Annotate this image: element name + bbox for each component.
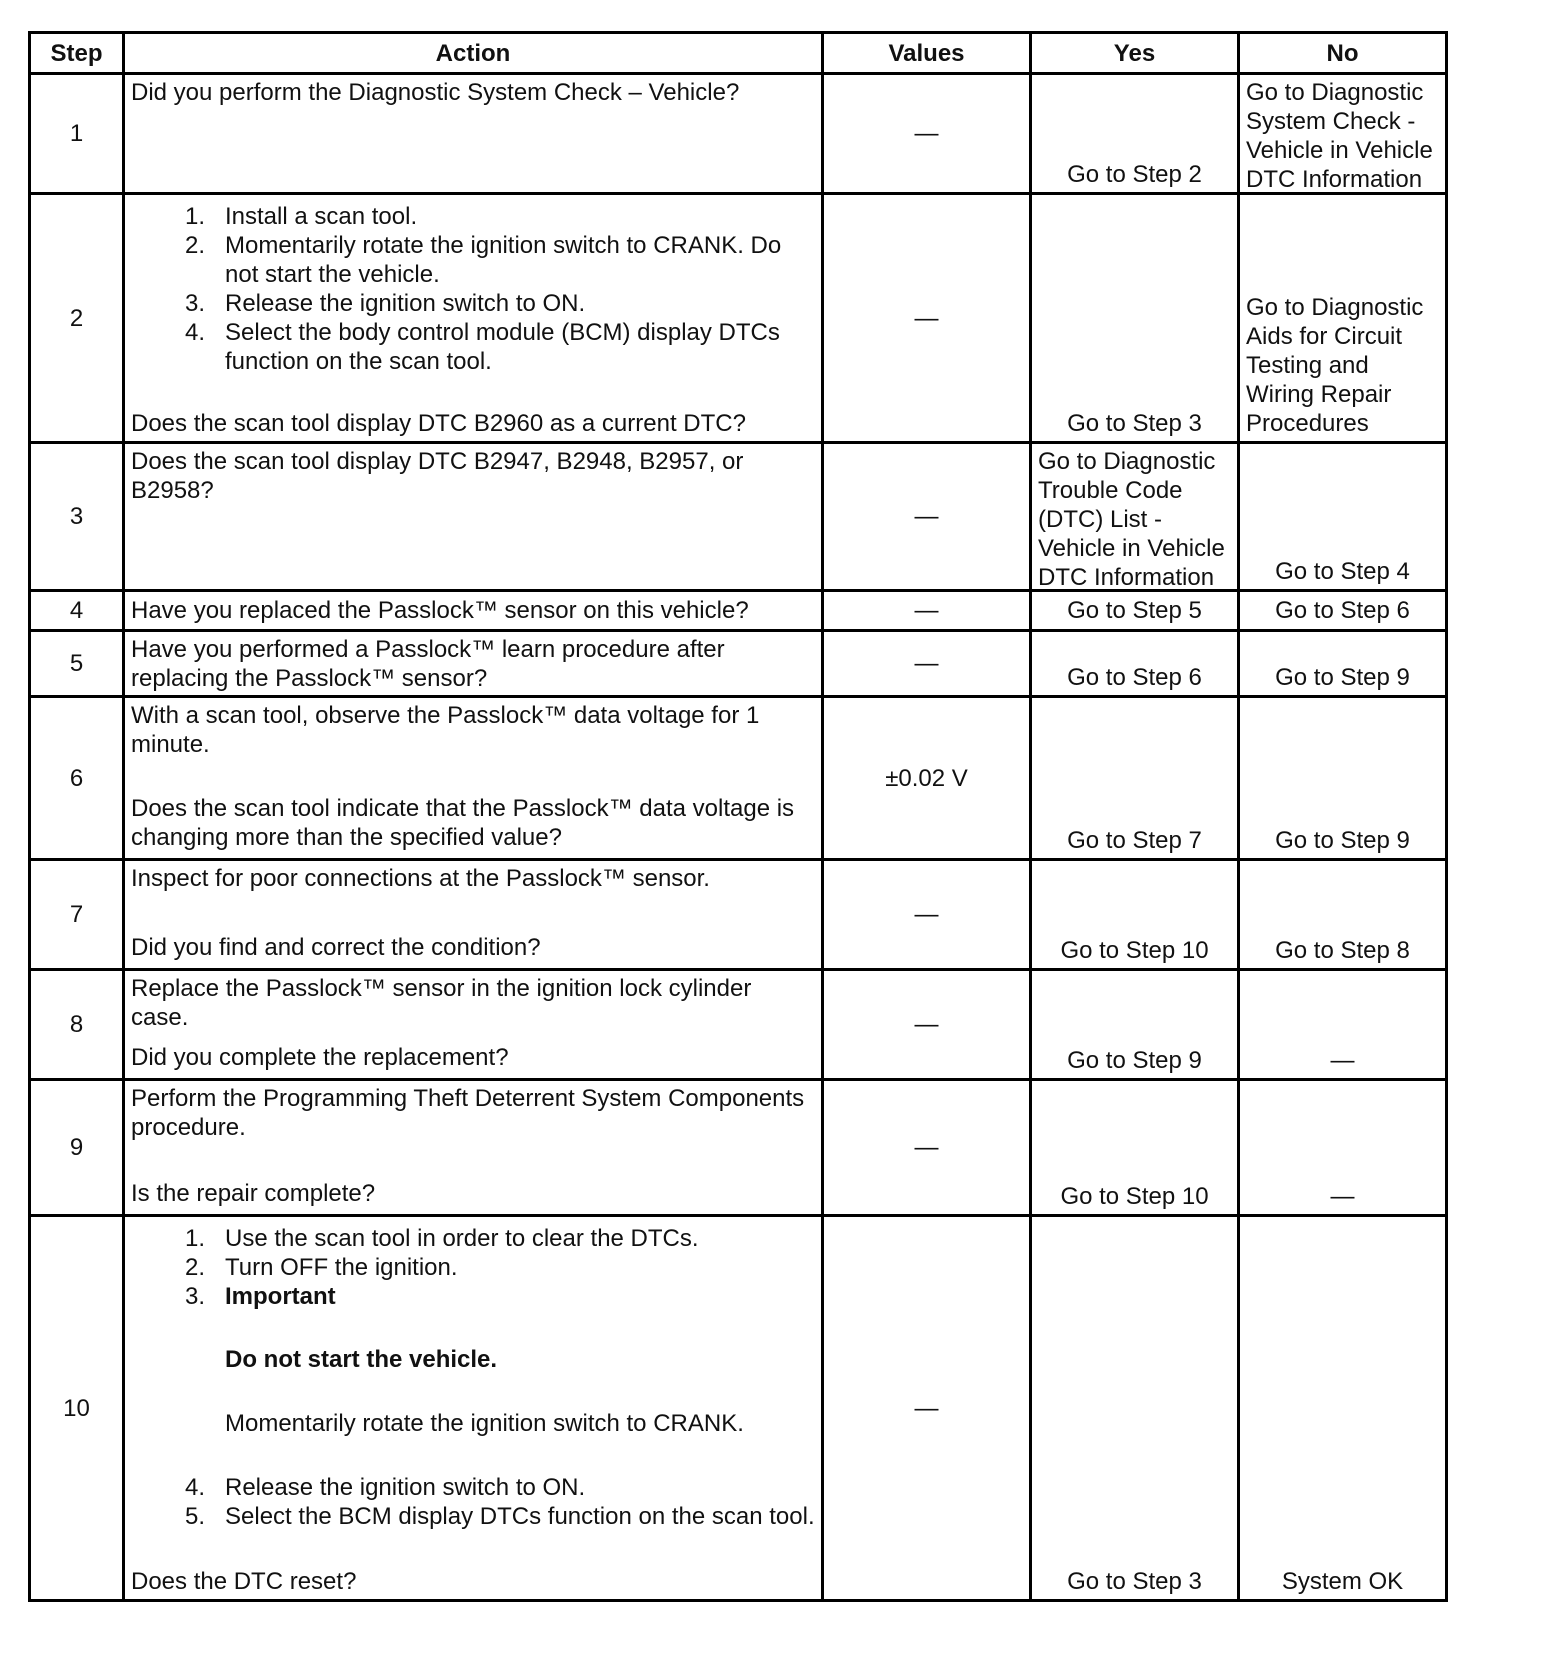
- list-item: 4. Release the ignition switch to ON.: [184, 1474, 586, 1501]
- action-text: Replace the Passlock™ sensor in the ignition lock cylinder case.: [131, 975, 752, 1031]
- no-cell: [1239, 591, 1447, 631]
- no-cell: [1239, 194, 1447, 443]
- step-number: 1: [30, 74, 124, 194]
- header-no: No: [1239, 33, 1447, 74]
- action-text: Have you performed a Passlock™ learn procedure after replacing the Passlock™ sensor?: [131, 636, 725, 692]
- header-row: [30, 33, 1447, 74]
- table-row: [30, 697, 1447, 860]
- action-text: Inspect for poor connections at the Passlock™ sensor.: [131, 865, 710, 892]
- action-question: Is the repair complete?: [131, 1180, 376, 1207]
- table-row: [30, 1080, 1447, 1216]
- value-cell: —: [823, 860, 1031, 970]
- yes-text: Go to Step 2: [1067, 161, 1202, 188]
- action-question: Does the scan tool display DTC B2960 as a current DTC?: [131, 410, 746, 437]
- header-action: Action: [124, 33, 823, 74]
- list-item: 3. Release the ignition switch to ON.: [184, 290, 586, 317]
- yes-text: Go to Step 6: [1067, 664, 1202, 691]
- no-text: Go to Step 8: [1275, 937, 1410, 964]
- no-cell: [1239, 697, 1447, 860]
- value-cell: —: [823, 970, 1031, 1080]
- yes-cell: [1031, 860, 1239, 970]
- value-cell: —: [823, 443, 1031, 591]
- action-cell: [124, 631, 823, 697]
- yes-cell: [1031, 1080, 1239, 1216]
- no-cell: [1239, 1216, 1447, 1601]
- no-text: Go to Diagnostic System Check - Vehicle in Vehicle DTC Information: [1246, 79, 1433, 193]
- diagnostic-table: [28, 31, 1448, 1602]
- no-cell: [1239, 860, 1447, 970]
- action-cell: [124, 860, 823, 970]
- action-text: Have you replaced the Passlock™ sensor on this vehicle?: [131, 597, 749, 624]
- header-yes: Yes: [1031, 33, 1239, 74]
- step-number: 3: [30, 443, 124, 591]
- action-text: Perform the Programming Theft Deterrent System Components procedure.: [131, 1085, 805, 1141]
- step-number: 8: [30, 970, 124, 1080]
- action-cell: [124, 591, 823, 631]
- step-number: 6: [30, 697, 124, 860]
- table-row: [30, 1216, 1447, 1601]
- table-row: [30, 631, 1447, 697]
- list-item: 5. Select the BCM display DTCs function on the scan tool.: [184, 1503, 815, 1530]
- yes-text: Go to Diagnostic Trouble Code (DTC) List - Vehicle in Vehicle DTC Information: [1038, 448, 1225, 591]
- no-text: Go to Diagnostic Aids for Circuit Testing and Wiring Repair Procedures: [1246, 294, 1424, 437]
- list-item: 2. Turn OFF the ignition.: [184, 1254, 458, 1281]
- yes-cell: [1031, 74, 1239, 194]
- step-number: 9: [30, 1080, 124, 1216]
- value-cell: ±0.02 V: [823, 697, 1031, 860]
- yes-text: Go to Step 3: [1067, 410, 1202, 437]
- yes-cell: [1031, 194, 1239, 443]
- list-item: 1. Use the scan tool in order to clear the DTCs.: [184, 1225, 699, 1252]
- yes-text: Go to Step 10: [1060, 937, 1209, 964]
- table-row: [30, 74, 1447, 194]
- list-item: 1. Install a scan tool.: [184, 203, 418, 230]
- action-question: Does the DTC reset?: [131, 1568, 357, 1595]
- action-steps-list-continued: [131, 1473, 815, 1531]
- diagnostic-table-container: [28, 31, 1448, 1602]
- no-text: Go to Step 9: [1275, 664, 1410, 691]
- value-cell: —: [823, 194, 1031, 443]
- value-cell: —: [823, 1216, 1031, 1601]
- list-item: 4. Select the body control module (BCM) display DTCs function on the scan tool.: [184, 319, 780, 375]
- yes-cell: [1031, 443, 1239, 591]
- yes-text: Go to Step 3: [1067, 1568, 1202, 1595]
- step-number: 4: [30, 591, 124, 631]
- header-step: Step: [30, 33, 124, 74]
- action-text: Does the scan tool display DTC B2947, B2948, B2957, or B2958?: [131, 448, 744, 504]
- value-cell: —: [823, 1080, 1031, 1216]
- step-number: 10: [30, 1216, 124, 1601]
- step-number: 2: [30, 194, 124, 443]
- value-cell: —: [823, 631, 1031, 697]
- action-text: Did you perform the Diagnostic System Check – Vehicle?: [131, 79, 740, 106]
- no-cell: [1239, 443, 1447, 591]
- table-row: [30, 591, 1447, 631]
- no-text: —: [1330, 1183, 1355, 1210]
- table-row: [30, 194, 1447, 443]
- no-text: Go to Step 6: [1275, 597, 1410, 624]
- list-item: 3. Important: [131, 1282, 815, 1311]
- yes-cell: [1031, 697, 1239, 860]
- yes-cell: [1031, 1216, 1239, 1601]
- important-note: Do not start the vehicle.: [225, 1346, 498, 1373]
- value-cell: —: [823, 74, 1031, 194]
- no-cell: [1239, 74, 1447, 194]
- no-text: Go to Step 4: [1275, 558, 1410, 585]
- step-number: 5: [30, 631, 124, 697]
- important-label: Important: [225, 1283, 336, 1310]
- yes-cell: [1031, 591, 1239, 631]
- action-cell: [124, 970, 823, 1080]
- yes-text: Go to Step 9: [1067, 1047, 1202, 1074]
- yes-cell: [1031, 970, 1239, 1080]
- action-question: Did you complete the replacement?: [131, 1044, 509, 1071]
- no-text: System OK: [1281, 1568, 1404, 1595]
- table-row: [30, 970, 1447, 1080]
- header-values: Values: [823, 33, 1031, 74]
- yes-cell: [1031, 631, 1239, 697]
- step-number: 7: [30, 860, 124, 970]
- no-text: Go to Step 9: [1275, 827, 1410, 854]
- action-cell: [124, 1216, 823, 1601]
- action-cell: [124, 443, 823, 591]
- list-item: 2. Momentarily rotate the ignition switch to CRANK. Do not start the vehicle.: [184, 232, 782, 288]
- yes-text: Go to Step 7: [1067, 827, 1202, 854]
- important-followup: Momentarily rotate the ignition switch to CRANK.: [225, 1410, 744, 1437]
- action-steps-list: [131, 1224, 815, 1311]
- no-cell: [1239, 1080, 1447, 1216]
- no-cell: [1239, 970, 1447, 1080]
- no-cell: [1239, 631, 1447, 697]
- table-row: [30, 443, 1447, 591]
- value-cell: —: [823, 591, 1031, 631]
- yes-text: Go to Step 5: [1067, 597, 1202, 624]
- action-question: Did you find and correct the condition?: [131, 934, 541, 961]
- action-cell: [124, 194, 823, 443]
- table-row: [30, 860, 1447, 970]
- no-text: —: [1330, 1047, 1355, 1074]
- action-cell: [124, 697, 823, 860]
- action-question: Does the scan tool indicate that the Passlock™ data voltage is changing more than the specified value?: [131, 795, 795, 851]
- action-cell: [124, 74, 823, 194]
- action-text: With a scan tool, observe the Passlock™ data voltage for 1 minute.: [131, 702, 760, 758]
- action-steps-list: [131, 202, 815, 376]
- action-cell: [124, 1080, 823, 1216]
- yes-text: Go to Step 10: [1060, 1183, 1209, 1210]
